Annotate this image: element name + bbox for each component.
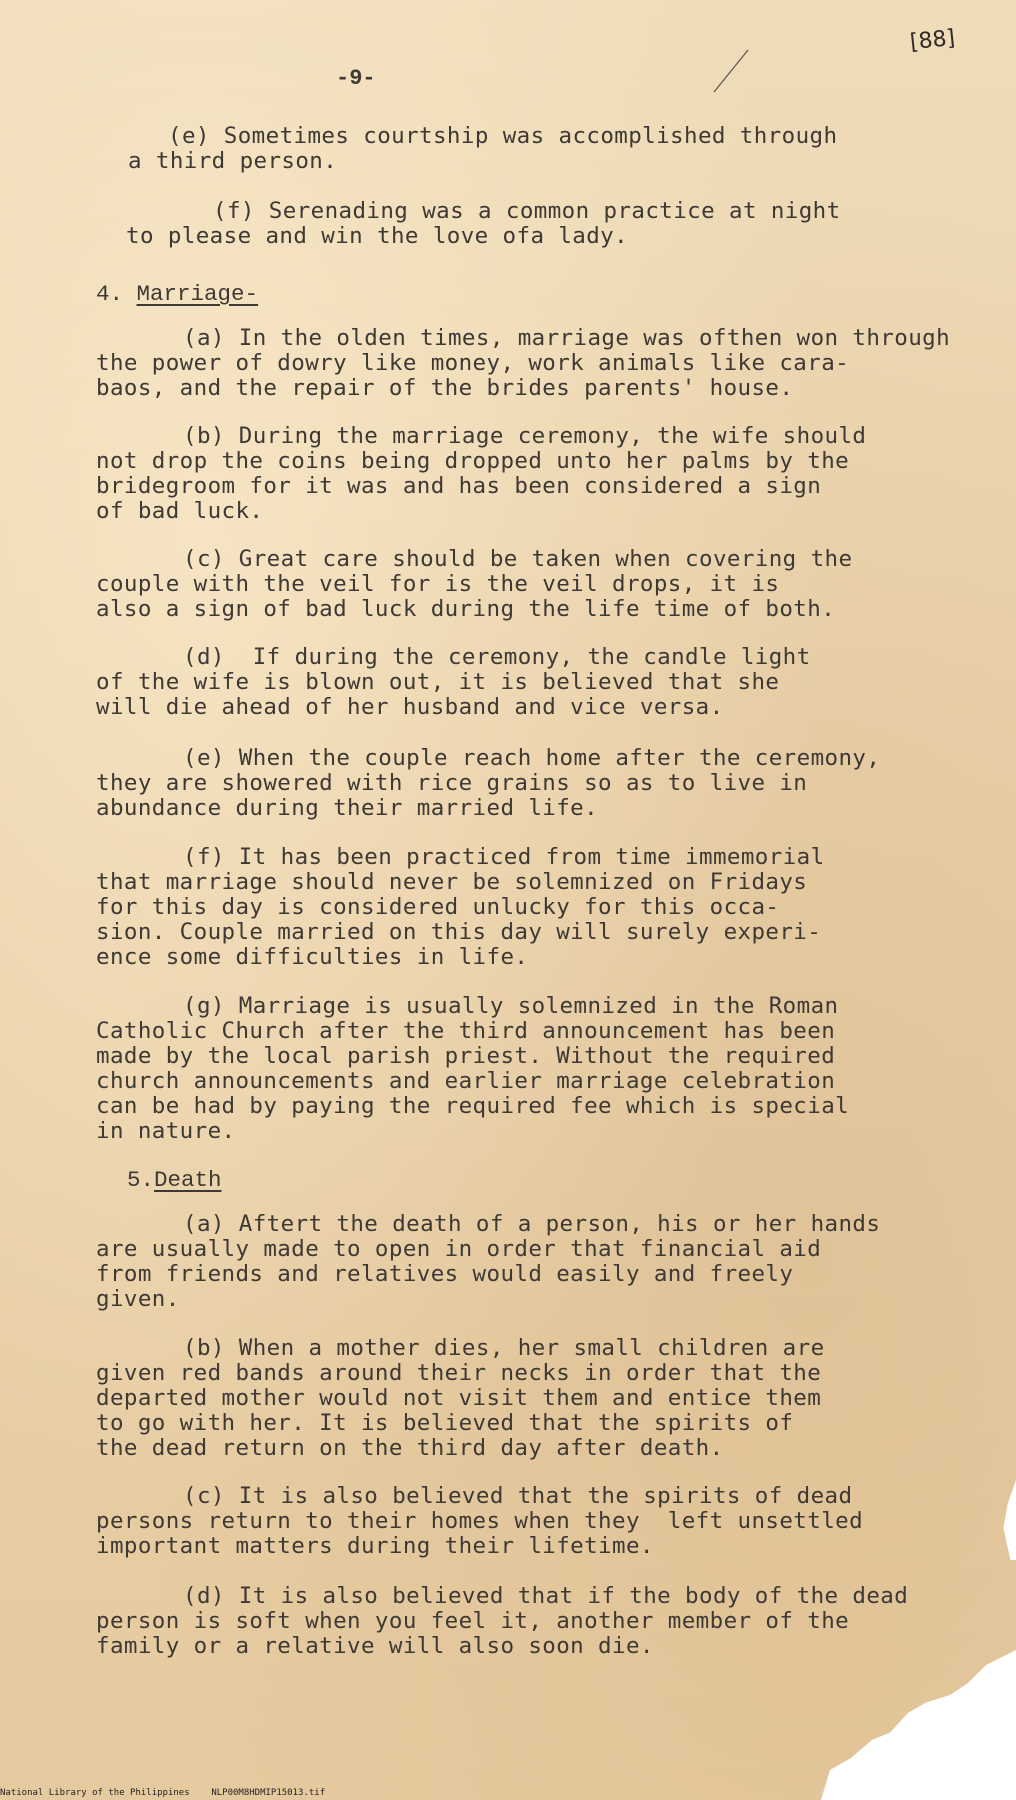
death-section-title: Death bbox=[154, 1167, 222, 1193]
paragraph-courtship: (e) Sometimes courtship was accomplished through a third person. bbox=[128, 123, 838, 174]
handwritten-page-mark: [88] bbox=[908, 25, 957, 56]
marriage-item-e: (e) When the couple reach home after the ceremony, they are showered with rice grains so as to live in abundance during their married life. bbox=[96, 745, 881, 821]
archive-footer: National Library of the Philippines NLP00M8HDMIP15013.tif bbox=[0, 1788, 326, 1798]
pen-tick-mark bbox=[700, 40, 760, 100]
death-item-b: (b) When a mother dies, her small children are given red bands around their necks in order that the departed mother would not visit them and entice them to go with her. It is believed that the spirits of the dead return on the third day after death. bbox=[96, 1335, 825, 1461]
marriage-section-title: Marriage- bbox=[136, 281, 259, 307]
marriage-item-g: (g) Marriage is usually solemnized in the Roman Catholic Church after the third announcement has been made by the local parish priest. Without the required church announcements and earlier marriage celebration can be had by paying the required fee which is special in nature. bbox=[96, 993, 850, 1144]
torn-edge bbox=[1002, 1480, 1016, 1560]
torn-corner bbox=[716, 1650, 1016, 1800]
marriage-item-c: (c) Great care should be taken when covering the couple with the veil for is the veil drops, it is also a sign of bad luck during the life time of both. bbox=[96, 546, 853, 622]
marriage-section-number: 4. bbox=[96, 281, 124, 307]
death-section-number: 5. bbox=[127, 1167, 155, 1193]
marriage-heading bbox=[96, 281, 258, 307]
page-number: -9- bbox=[336, 66, 376, 91]
marriage-item-a: (a) In the olden times, marriage was ofthen won through the power of dowry like money, work animals like cara- baos, and the repair of the brides parents' house. bbox=[96, 325, 951, 401]
death-heading bbox=[127, 1167, 222, 1193]
death-item-a: (a) Aftert the death of a person, his or her hands are usually made to open in order that financial aid from friends and relatives would easily and freely given. bbox=[96, 1211, 881, 1312]
marriage-item-d: (d) If during the ceremony, the candle light of the wife is blown out, it is believed that she will die ahead of her husband and vice versa. bbox=[96, 644, 811, 720]
paragraph-serenading: (f) Serenading was a common practice at night to please and win the love ofa lady. bbox=[126, 198, 841, 249]
death-item-d: (d) It is also believed that if the body of the dead person is soft when you feel it, another member of the family or a relative will also soon die. bbox=[96, 1583, 909, 1659]
marriage-item-f: (f) It has been practiced from time immemorial that marriage should never be solemnized on Fridays for this day is considered unlucky for this occa- sion. Couple married on this day will surely experi- ence some difficulties in life. bbox=[96, 844, 825, 970]
death-item-c: (c) It is also believed that the spirits of dead persons return to their homes when they left unsettled important matters during their lifetime. bbox=[96, 1483, 864, 1559]
marriage-item-b: (b) During the marriage ceremony, the wife should not drop the coins being dropped unto her palms by the bridegroom for it was and has been considered a sign of bad luck. bbox=[96, 423, 867, 524]
